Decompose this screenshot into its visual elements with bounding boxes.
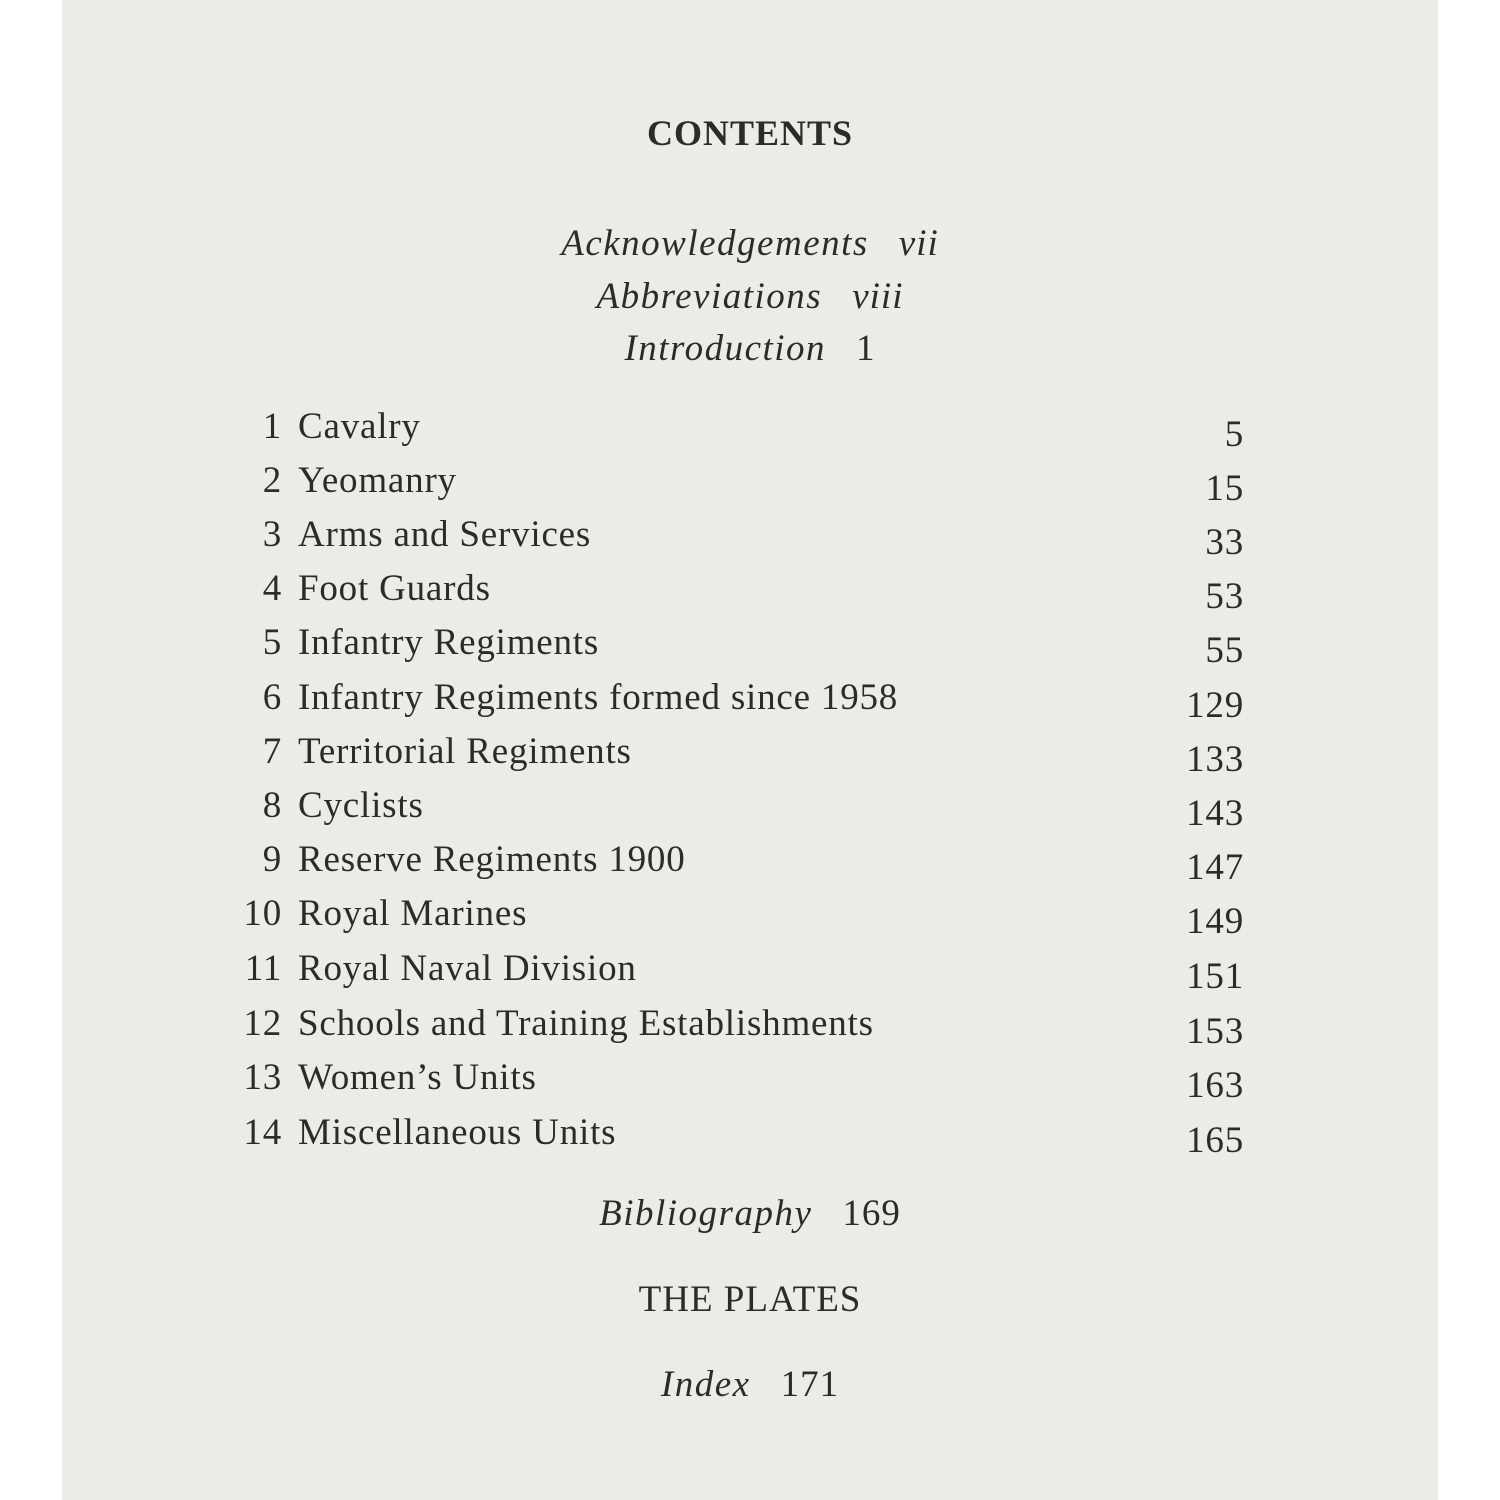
chapter-number: 7 xyxy=(262,731,282,772)
chapter-row xyxy=(62,729,1438,780)
chapter-title: Cyclists xyxy=(298,785,424,826)
chapter-number: 1 xyxy=(262,406,282,447)
chapter-title: Foot Guards xyxy=(298,568,491,609)
chapter-page: 15 xyxy=(1205,468,1244,509)
contents-page xyxy=(62,0,1438,1500)
chapter-row xyxy=(62,620,1438,671)
chapter-title: Miscellaneous Units xyxy=(298,1112,617,1153)
chapter-number: 12 xyxy=(243,1003,282,1044)
chapter-number: 10 xyxy=(243,893,282,934)
chapter-title: Royal Naval Division xyxy=(298,948,637,989)
chapter-row xyxy=(62,1001,1438,1052)
chapter-page: 163 xyxy=(1186,1065,1244,1106)
chapter-page: 143 xyxy=(1186,793,1244,834)
chapter-page: 5 xyxy=(1224,414,1244,455)
chapter-title: Territorial Regiments xyxy=(298,731,632,772)
back-matter-index xyxy=(62,1366,1438,1403)
chapter-page: 33 xyxy=(1205,522,1244,563)
entry-label: Acknowledgements xyxy=(561,223,869,264)
entry-label: Bibliography xyxy=(599,1193,813,1234)
chapter-title: Arms and Services xyxy=(298,514,592,555)
page-title: CONTENTS xyxy=(646,113,854,153)
chapter-page: 53 xyxy=(1205,576,1244,617)
chapter-title: Infantry Regiments formed since 1958 xyxy=(298,677,899,718)
chapter-number: 13 xyxy=(243,1057,282,1098)
chapter-page: 151 xyxy=(1186,956,1244,997)
entry-page: 171 xyxy=(780,1364,840,1405)
chapter-title: Infantry Regiments xyxy=(298,622,600,663)
plates-heading: THE PLATES xyxy=(638,1279,862,1320)
chapter-title: Royal Marines xyxy=(298,893,528,934)
entry-label: Index xyxy=(660,1364,751,1405)
chapter-number: 2 xyxy=(262,460,282,501)
chapter-row xyxy=(62,1110,1438,1161)
entry-page: viii xyxy=(852,276,904,317)
chapter-number: 14 xyxy=(243,1112,282,1153)
chapter-page: 129 xyxy=(1186,685,1244,726)
chapter-page: 55 xyxy=(1205,630,1244,671)
entry-page: 169 xyxy=(842,1193,901,1234)
chapter-row xyxy=(62,458,1438,509)
chapter-title: Schools and Training Establishments xyxy=(298,1003,874,1044)
chapter-number: 3 xyxy=(262,514,282,555)
chapter-row xyxy=(62,783,1438,834)
chapter-page: 165 xyxy=(1186,1120,1244,1161)
chapter-row xyxy=(62,404,1438,455)
front-matter-acknowledgements xyxy=(62,225,1438,262)
chapter-number: 11 xyxy=(244,948,282,989)
front-matter-abbreviations xyxy=(62,278,1438,315)
chapter-page: 133 xyxy=(1186,739,1244,780)
chapter-row xyxy=(62,946,1438,997)
chapter-page: 149 xyxy=(1186,901,1244,942)
chapter-title: Reserve Regiments 1900 xyxy=(298,839,686,880)
entry-label: Abbreviations xyxy=(596,276,823,317)
entry-page: vii xyxy=(898,223,939,264)
back-matter-bibliography xyxy=(62,1195,1438,1232)
chapter-row xyxy=(62,1055,1438,1106)
entry-label: Introduction xyxy=(624,328,827,369)
chapter-title: Yeomanry xyxy=(298,460,457,501)
chapter-number: 9 xyxy=(262,839,282,880)
chapter-number: 6 xyxy=(262,677,282,718)
chapter-number: 4 xyxy=(262,568,282,609)
chapter-row xyxy=(62,566,1438,617)
chapter-row xyxy=(62,891,1438,942)
chapter-page: 153 xyxy=(1186,1011,1244,1052)
chapter-row xyxy=(62,512,1438,563)
chapter-row xyxy=(62,675,1438,726)
chapter-number: 5 xyxy=(262,622,282,663)
chapter-title: Cavalry xyxy=(298,406,421,447)
chapter-page: 147 xyxy=(1186,847,1244,888)
chapter-number: 8 xyxy=(262,785,282,826)
front-matter-introduction xyxy=(62,330,1438,367)
chapter-title: Women’s Units xyxy=(298,1057,537,1098)
entry-page: 1 xyxy=(856,328,876,369)
chapter-row xyxy=(62,837,1438,888)
